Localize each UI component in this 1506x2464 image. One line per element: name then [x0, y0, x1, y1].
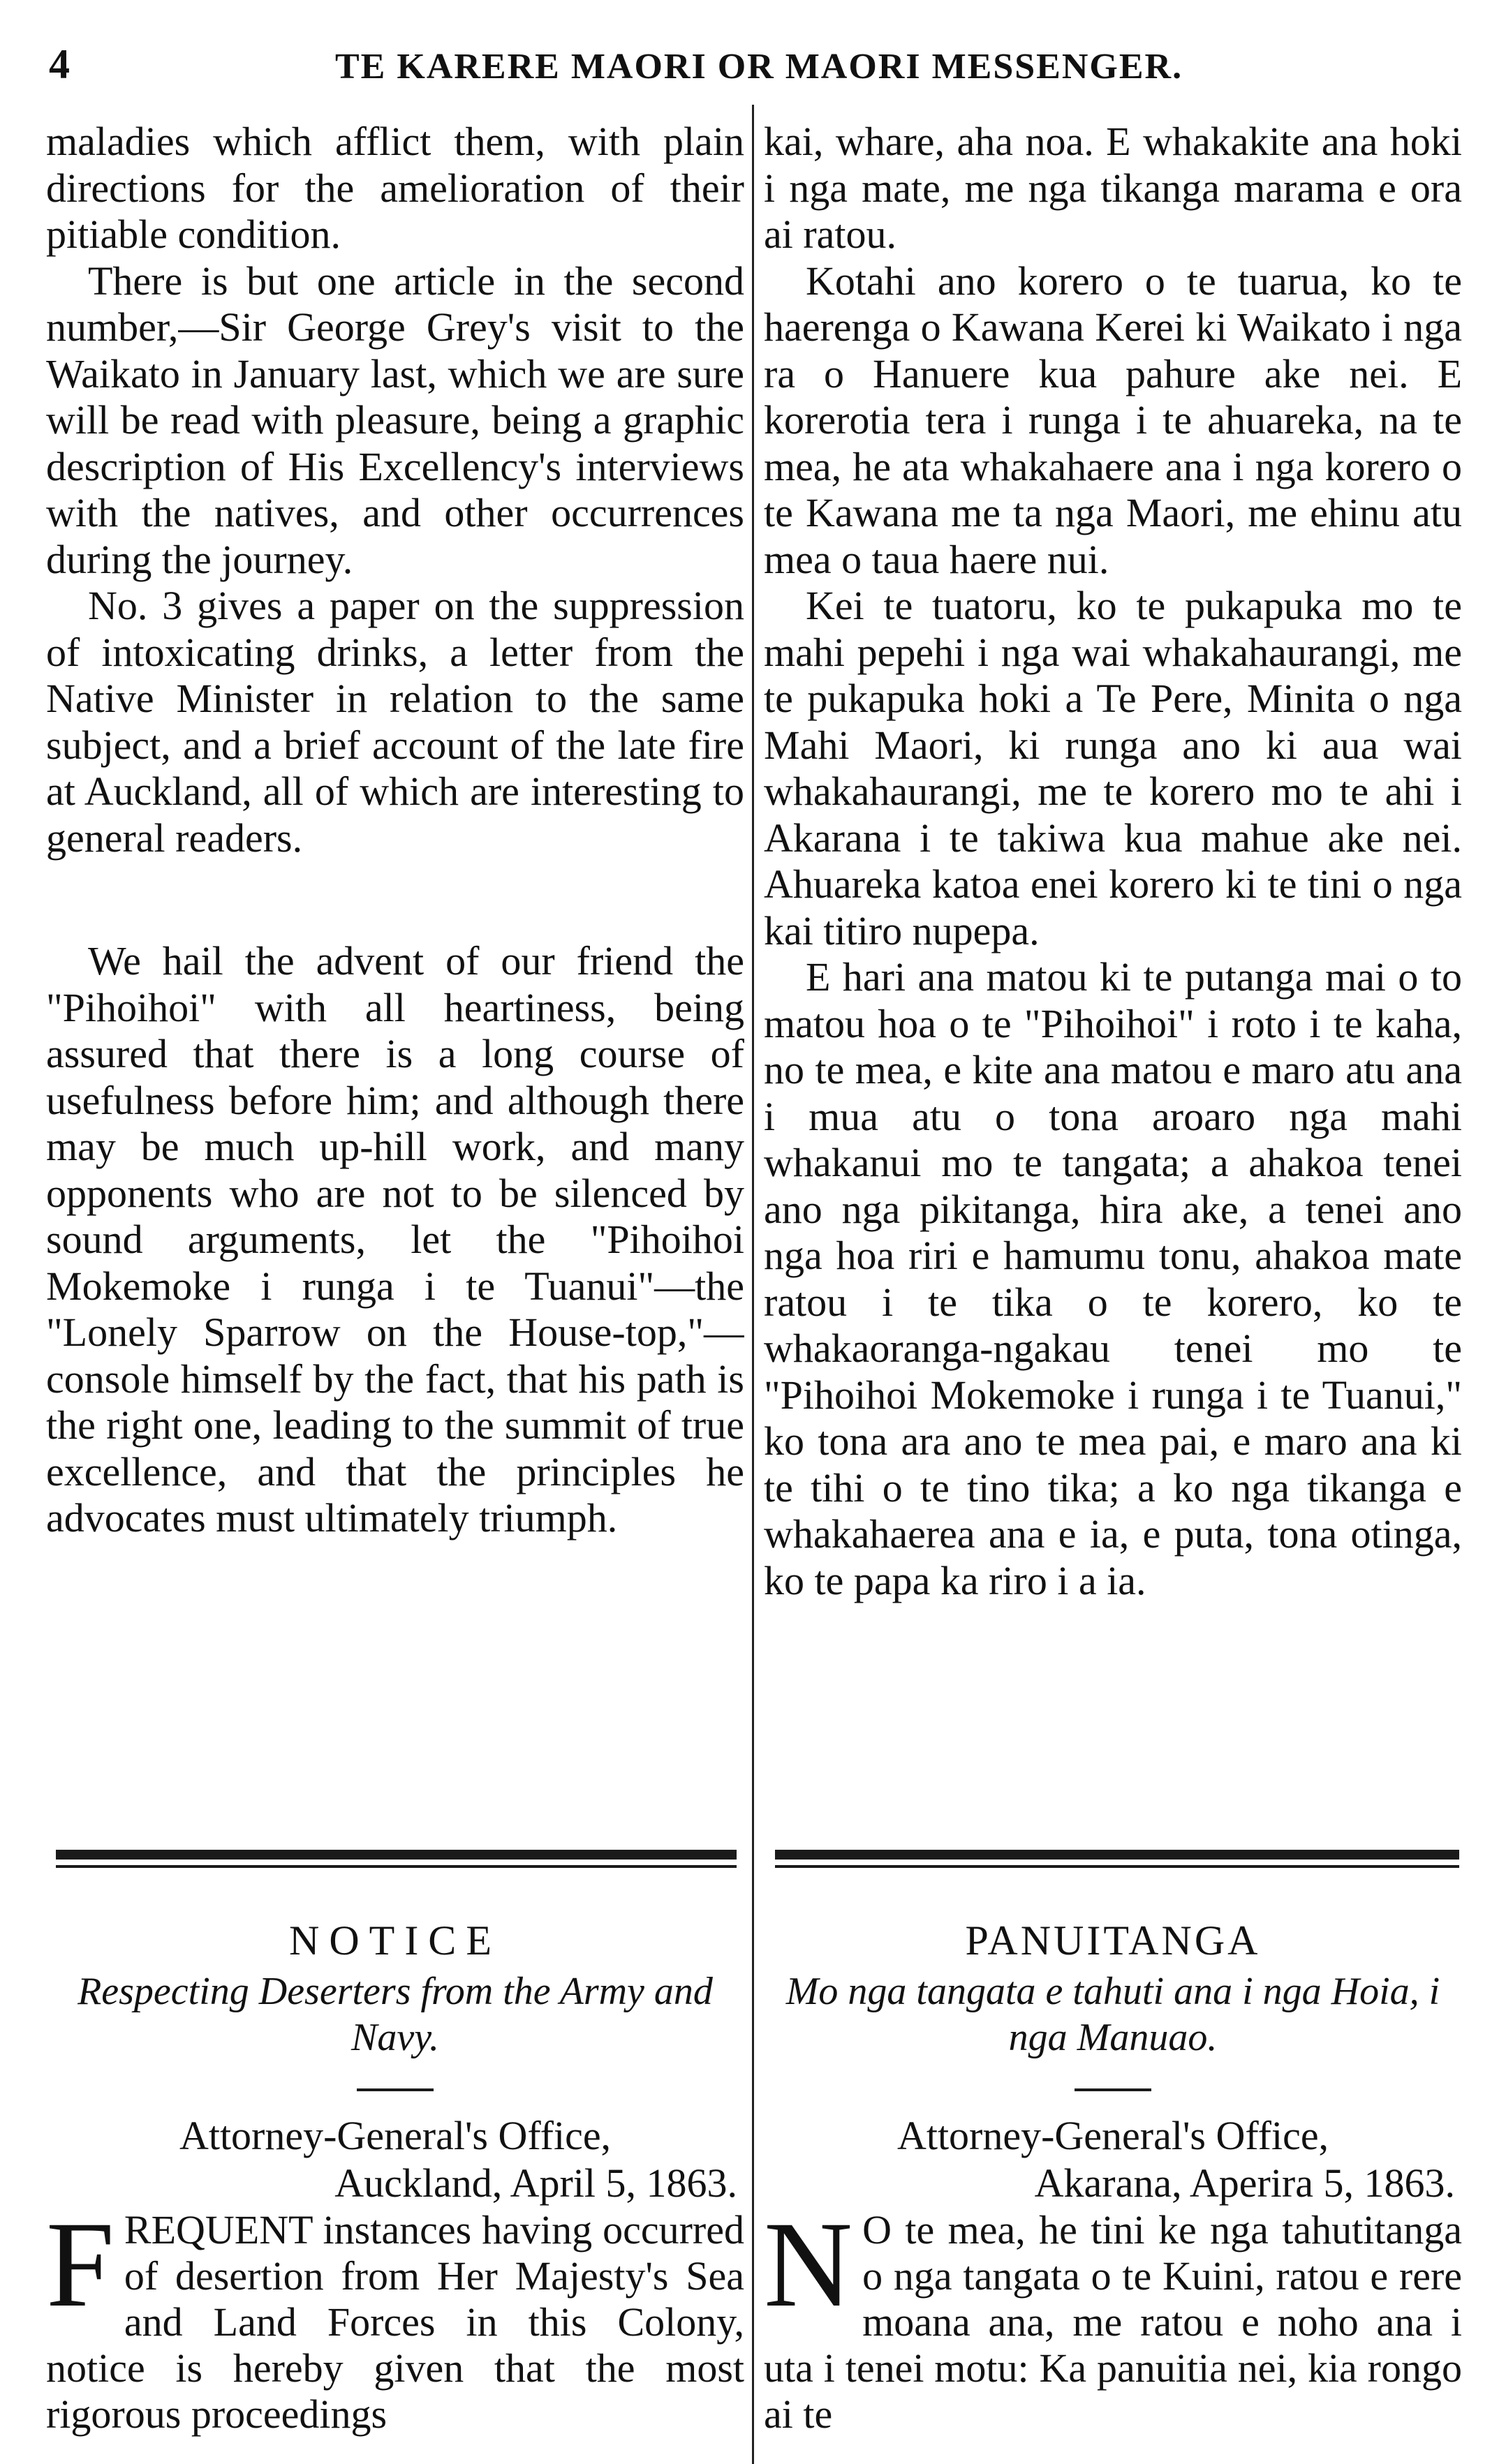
page-header: [0, 21, 1506, 91]
notice-subtitle: Respecting Deserters from the Army and Navy.: [77, 1970, 713, 2059]
article-paragraph: There is but one article in the second number,—Sir George Grey's visit to the Waikato in January last, which we are sure will be read with pleasure, being a graphic description of His Excellency's interviews with the natives, and other occurrences during the journey.: [46, 258, 744, 582]
article-paragraph: We hail the advent of our friend the "Pihoihoi" with all heartiness, being assured that there is a long course of usefulness before him; and although there may be much up-hill work, and many opponents who are not to be silenced by sound arguments, let the "Pihoihoi Mokemoke i runga i te Tuanui"—the "Lonely Sparrow on the House-top,"—console himself by the fact, that his path is the right one, leading to the summit of true excellence, and that the principles he advocates must ultimately triumph.: [46, 938, 744, 1541]
office-line: Attorney-General's Office,: [179, 2113, 612, 2158]
running-title: TE KARERE MAORI OR MAORI MESSENGER.: [335, 47, 1183, 87]
notice-body: [764, 2197, 1462, 2437]
article-paragraph: kai, whare, aha noa. E whakakite ana hoki i nga mate, me nga tikanga marama e ora ai ratou.: [764, 119, 1462, 257]
section-separator-thin: [775, 1865, 1459, 1868]
office-line: Attorney-General's Office,: [896, 2113, 1329, 2158]
date-line: Akarana, Aperira 5, 1863.: [1034, 2160, 1455, 2206]
article-paragraph: maladies which afflict them, with plain directions for the amelioration of their pitiable condition.: [46, 119, 744, 257]
section-separator-thin: [56, 1865, 737, 1868]
article-paragraph: Kotahi ano korero o te tuarua, ko te haerenga o Kawana Kerei ki Waikato i nga ra o Hanuere kua pahure ake nei. E korerotia tera i runga i te ahuareka, na te mea, he ata whakahaere ana i nga korero o te Kawana me ta nga Maori, me ehinu atu mea o taua haere nui.: [764, 258, 1462, 582]
section-separator-thick: [56, 1850, 737, 1860]
page-number: 4: [49, 41, 70, 87]
article-paragraph: Kei te tuatoru, ko te pukapuka mo te mahi pepehi i nga wai whakahaurangi, me te pukapuka hoki a Te Pere, Minita o nga Mahi Maori, ki runga ano ki aua wai whakahaurangi, me te korero mo te ahi i Akarana i te takiwa kua mahue ake nei. Ahuareka katoa enei korero ki te tini o nga kai titiro nupepa.: [764, 583, 1462, 953]
notice-english: [46, 1913, 744, 2451]
notice-title: NOTICE: [289, 1917, 501, 1964]
date-line: Auckland, April 5, 1863.: [334, 2160, 737, 2206]
notice-body-text: O te mea, he tini ke nga tahutitanga o nga tangata o te Kuini, ratou e rere moana ana, me ratou e noho ana i uta i tenei motu: Ka panuitia nei, kia rongo ai te: [764, 2207, 1462, 2437]
section-separator-thick: [775, 1850, 1459, 1860]
column-divider: [752, 105, 754, 2464]
notice-maori: [764, 1913, 1462, 2451]
notice-body: [46, 2197, 744, 2437]
notice-title: PANUITANGA: [965, 1917, 1261, 1964]
right-article-column: [764, 119, 1462, 1766]
article-paragraph: E hari ana matou ki te putanga mai o to matou hoa o te "Pihoihoi" i roto i te kaha, no te mea, e kite ana matou e maro atu ana i mua atu o tona aroaro nga mahi whakanui mo te tangata; a ahakoa tenei ano nga pikitanga, hira ake, a tenei ano nga hoa riri e hamumu tonu, ahakoa mate ratou i te tika o te korero, ko te whakaoranga-ngakau tenei mo te "Pihoihoi Mokemoke i runga i te Tuanui," ko tona ara ano te mea pai, e maro ana ki te tihi o te tino tika; a ko nga tikanga e whakahaerea ana e ia, e puta, tona otinga, ko te papa ka riro i a ia.: [764, 954, 1462, 1603]
short-rule: [357, 2088, 434, 2091]
notice-body-text: REQUENT instances having occurred of desertion from Her Majesty's Sea and Land Forces in this Colony, notice is hereby given that the most rigorous proceedings: [46, 2207, 744, 2437]
drop-cap: F: [46, 2197, 115, 2333]
drop-cap: N: [764, 2197, 853, 2333]
left-article-column: [46, 119, 744, 1766]
notice-subtitle: Mo nga tangata e tahuti ana i nga Hoia, i nga Manuao.: [785, 1970, 1440, 2059]
article-paragraph: No. 3 gives a paper on the suppression of intoxicating drinks, a letter from the Native Minister in relation to the same subject, and a brief account of the late fire at Auckland, all of which are interesting to general readers.: [46, 583, 744, 861]
short-rule: [1075, 2088, 1151, 2091]
